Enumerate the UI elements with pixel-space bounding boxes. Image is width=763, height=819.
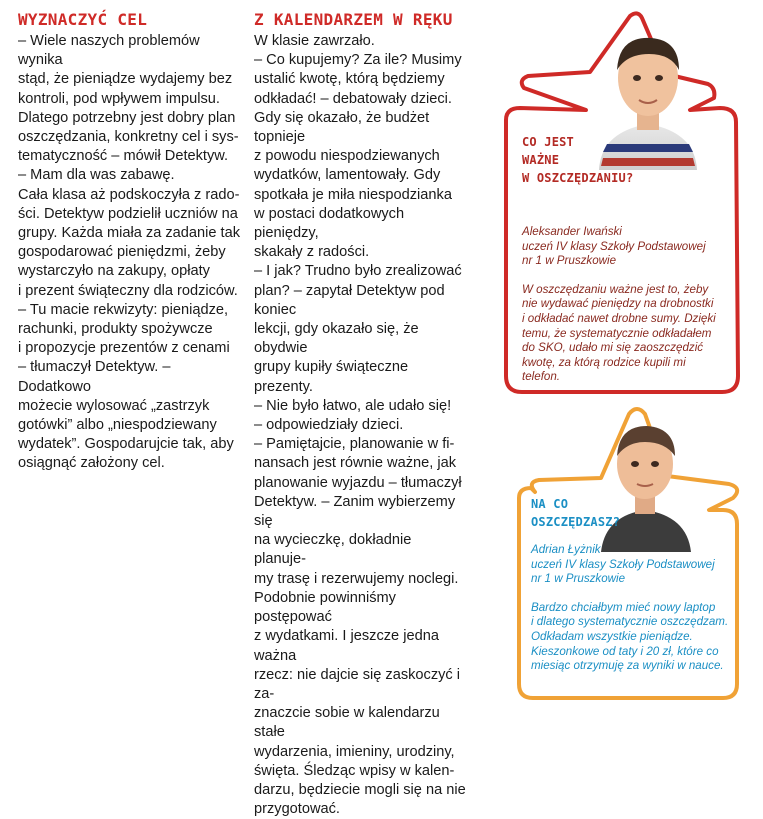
student-info: Adrian Łyżnik uczeń IV klasy Szkoły Podstawowej nr 1 w Pruszkowie (531, 543, 715, 586)
section-heading-calendar: Z KALENDARZEM W RĘKU (254, 10, 453, 29)
card-question: NA CO OSZCZĘDZASZ? (531, 497, 621, 529)
article-column-2 (254, 8, 466, 819)
interview-card-1 (490, 10, 762, 395)
student-info: Aleksander Iwański uczeń IV klasy Szkoły Podstawowej nr 1 w Pruszkowie (522, 225, 706, 268)
student-answer: W oszczędzaniu ważne jest to, żeby nie wydawać pieniędzy na drobnostki i odkładać nawet drobne sumy. Dzięki temu, że systematycznie odkładałem do SKO, udało mi się zaoszczędzić kwotę, za którą rodzice kupili mi telefon. (522, 282, 716, 384)
student-answer: Bardzo chciałbym mieć nowy laptop i dlatego systematycznie oszczędzam. Odkładam wszystkie pieniądze. Kieszonkowe od taty i 20 zł, które co miesiąc otrzymuję za wyniki w nauce. (531, 600, 729, 673)
section-body-calendar: W klasie zawrzało. – Co kupujemy? Za ile? Musimy ustalić kwotę, którą będziemy odkładać! – debatowały dzieci. Gdy się okazało, że budżet topnieje z powodu niespodziewanych wydatków, lamentowały. Gdy spotkała je miła niespodzianka w postaci dodatkowych pieniędzy, skakały z radości. – I jak? Trudno było zrealizować plan? – zapytał Detektyw pod koniec lekcji, gdy okazało się, że obydwie grupy kupiły świąteczne prezenty. – Nie było łatwo, ale udało się! – odpowiedziały dzieci. – Pamiętajcie, planowanie w fi- nansach jest równie ważne, jak planowanie wyjazdu – tłumaczył Detektyw. – Zanim wybierzemy się na wycieczkę, dokładnie planuje- my trasę i rezerwujemy noclegi. Podobnie powinniśmy postępować z wydatkami. I jeszcze jedna ważna rzecz: nie dajcie się zaskoczyć i za- znaczcie sobie w kalendarzu stałe wydarzenia, imieniny, urodziny, święta. Śledząc wpisy w kalen- darzu, będziecie mogli się na nie przygotować. (254, 33, 466, 818)
section-heading-goal: WYZNACZYĆ CEL (18, 10, 148, 29)
section-body-goal: – Wiele naszych problemów wynika stąd, że pieniądze wydajemy bez kontroli, pod wpływem impulsu. Dlatego potrzebny jest dobry plan oszczędzania, konkretny cel i sys- tematyczność – mówił Detektyw. – Mam dla was zabawę. Cała klasa aż podskoczyła z rado- ści. Detektyw podzielił uczniów na grupy. Każda miała za zadanie tak gospodarować pieniędzmi, żeby wystarczyło na zakupy, opłaty i prezent świąteczny dla rodziców. – Tu macie rekwizyty: pieniądze, rachunki, produkty spożywcze i propozycje prezentów z cenami – tłumaczył Detektyw. – Dodatkowo możecie wylosować „zastrzyk gotówki” albo „niespodziewany wydatek”. Gospodarujcie tak, aby osiągnąć założony cel. (18, 33, 241, 472)
card-question: CO JEST WAŻNE W OSZCZĘDZANIU? (522, 135, 634, 185)
article-column-1 (18, 8, 240, 474)
interview-card-2 (505, 400, 763, 705)
